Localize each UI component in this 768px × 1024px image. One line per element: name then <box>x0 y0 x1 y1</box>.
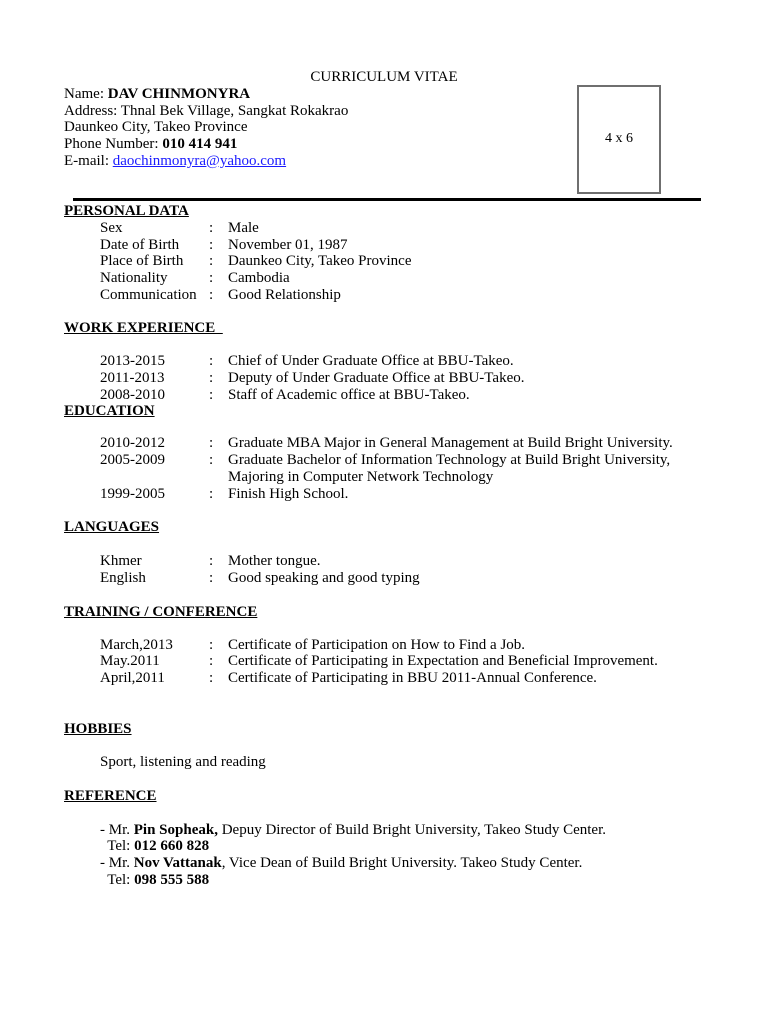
section-title-reference: REFERENCE <box>64 788 157 804</box>
row-label: April,2011 <box>100 670 165 686</box>
name-label: Name: <box>64 86 108 102</box>
row-label: Date of Birth <box>100 237 180 253</box>
photo-size-label: 4 x 6 <box>605 131 633 147</box>
row-value: Certificate of Participating in BBU 2011-Annual Conference. <box>228 670 597 686</box>
row-value: Good speaking and good typing <box>228 570 420 586</box>
row-label: 2011-2013 <box>100 370 165 386</box>
row-value: Certificate of Participation on How to Find a Job. <box>228 637 526 653</box>
row-colon: : <box>209 270 214 286</box>
reference-name: Nov Vattanak <box>133 855 222 871</box>
row-value: Certificate of Participating in Expectation and Beneficial Improvement. <box>228 653 658 669</box>
email-line <box>64 153 348 170</box>
row-colon: : <box>209 553 214 569</box>
reference-prefix: - Mr. <box>100 822 134 838</box>
row-colon: : <box>209 253 214 269</box>
reference-description: , Vice Dean of Build Bright University. Takeo Study Center. <box>221 855 583 871</box>
phone-label: Phone Number: <box>64 136 163 153</box>
row-label: Communication <box>100 287 197 303</box>
section-title-personal-data: PERSONAL DATA <box>64 203 189 219</box>
row-colon: : <box>209 452 214 468</box>
header-divider <box>73 198 701 201</box>
contact-block <box>64 86 348 169</box>
name-line <box>64 86 348 103</box>
row-value: Deputy of Under Graduate Office at BBU-Takeo. <box>228 370 525 386</box>
row-value: Cambodia <box>228 270 290 286</box>
row-label: 2005-2009 <box>100 452 165 468</box>
address-line-1: Address: Thnal Bek Village, Sangkat Rokakrao <box>64 102 349 119</box>
row-colon: : <box>209 653 214 669</box>
hobbies-text: Sport, listening and reading <box>100 754 266 770</box>
row-value: November 01, 1987 <box>228 237 348 253</box>
row-value: Daunkeo City, Takeo Province <box>228 253 412 269</box>
row-value: Staff of Academic office at BBU-Takeo. <box>228 387 470 403</box>
section-title-education: EDUCATION <box>64 403 155 419</box>
reference-item <box>100 855 582 872</box>
address-line-2: Daunkeo City, Takeo Province <box>64 119 248 136</box>
row-label: Khmer <box>100 553 142 569</box>
row-value: Finish High School. <box>228 486 349 502</box>
row-colon: : <box>209 237 214 253</box>
row-label: 2010-2012 <box>100 435 165 451</box>
row-colon: : <box>209 486 214 502</box>
row-colon: : <box>209 370 214 386</box>
row-label: 2008-2010 <box>100 387 165 403</box>
section-title-training: TRAINING / CONFERENCE <box>64 604 258 620</box>
row-label: Sex <box>100 220 123 236</box>
row-value: Graduate MBA Major in General Management at Build Bright University. <box>228 435 673 451</box>
section-title-languages: LANGUAGES <box>64 519 160 535</box>
reference-tel-number: 012 660 828 <box>134 838 210 854</box>
row-label: March,2013 <box>100 637 173 653</box>
row-label: May.2011 <box>100 653 160 669</box>
row-label: Place of Birth <box>100 253 184 269</box>
section-title-hobbies: HOBBIES <box>64 721 132 737</box>
row-colon: : <box>209 287 214 303</box>
row-value: Good Relationship <box>228 287 341 303</box>
document-title <box>0 69 768 86</box>
reference-tel <box>100 872 209 889</box>
row-label: Nationality <box>100 270 168 286</box>
row-colon: : <box>209 637 214 653</box>
row-value: Male <box>228 220 259 236</box>
email-link[interactable]: daochinmonyra@yahoo.com <box>112 152 287 169</box>
phone-line <box>64 136 348 153</box>
phone-value: 010 414 941 <box>162 136 238 153</box>
email-label: E-mail: <box>64 152 113 169</box>
row-colon: : <box>209 670 214 686</box>
row-label: 2013-2015 <box>100 353 165 369</box>
row-colon: : <box>209 435 214 451</box>
reference-description: Depuy Director of Build Bright University, Takeo Study Center. <box>217 822 607 838</box>
reference-tel-label: Tel: <box>100 872 135 888</box>
row-value-continued: Majoring in Computer Network Technology <box>228 469 494 485</box>
reference-tel-label: Tel: <box>100 838 135 854</box>
row-colon: : <box>209 353 214 369</box>
document-title-text: CURRICULUM VITAE <box>310 69 458 85</box>
row-value: Graduate Bachelor of Information Technology at Build Bright University, <box>228 452 671 468</box>
reference-name: Pin Sopheak, <box>133 822 218 838</box>
section-title-work-experience: WORK EXPERIENCE <box>64 320 223 336</box>
row-colon: : <box>209 570 214 586</box>
reference-item <box>100 822 606 839</box>
reference-tel <box>100 838 209 855</box>
row-colon: : <box>209 220 214 236</box>
photo-placeholder <box>577 85 661 194</box>
reference-tel-number: 098 555 588 <box>134 872 210 888</box>
name-value: DAV CHINMONYRA <box>107 86 251 102</box>
row-value: Chief of Under Graduate Office at BBU-Takeo. <box>228 353 514 369</box>
row-label: English <box>100 570 146 586</box>
row-colon: : <box>209 387 214 403</box>
row-label: 1999-2005 <box>100 486 165 502</box>
row-value: Mother tongue. <box>228 553 321 569</box>
reference-prefix: - Mr. <box>100 855 134 871</box>
